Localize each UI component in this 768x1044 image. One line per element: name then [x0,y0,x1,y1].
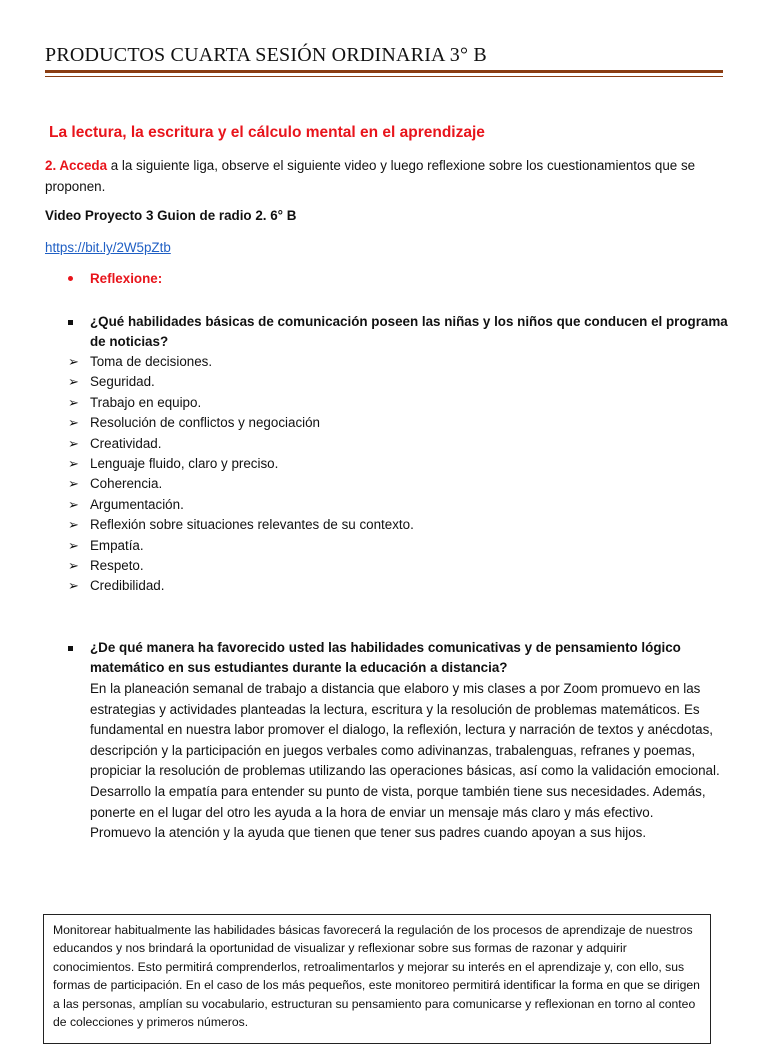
instruction-number: 2. Acceda [45,158,108,173]
answer-paragraph: En la planeación semanal de trabajo a distancia que elaboro y mis clases a por Zoom promuevo en las estrategias y actividades planteadas la lectura, escritura y la resolución de problemas matemáticos. Es fundamental en nuestra labor promover el dialogo, la reflexión, lectura y narración de textos y anécdotas, descripción y la participación en juegos verbales como adivinanzas, trabalenguas, refranes y poemas, propiciar la resolución de problemas utilizando las operaciones básicas, así como la validación emocional. [90,681,720,779]
reflexione-label: Reflexione: [90,271,163,286]
page-title: PRODUCTOS CUARTA SESIÓN ORDINARIA 3° B [45,44,487,66]
reflexione-heading [68,271,162,286]
list-item: ➢ Respeto. [68,556,414,576]
bullet-dot-icon [68,276,73,281]
instruction-text: a la siguiente liga, observe el siguiente video y luego reflexione sobre los cuestionamientos que se proponen. [45,158,696,194]
arrow-bullet-icon: ➢ [68,394,79,410]
list-item: ➢ Seguridad. [68,372,414,392]
list-item: ➢ Credibilidad. [68,576,414,596]
list-item: ➢ Empatía. [68,536,414,556]
arrow-bullet-icon: ➢ [68,455,79,471]
question-2-text: ¿De qué manera ha favorecido usted las habilidades comunicativas y de pensamiento lógico matemático en sus estudiantes durante la educación a distancia? [90,640,681,675]
section-title: La lectura, la escritura y el cálculo mental en el aprendizaje [49,124,485,141]
arrow-bullet-icon: ➢ [68,578,79,594]
arrow-bullet-icon: ➢ [68,557,79,573]
list-item: ➢ Lenguaje fluido, claro y preciso. [68,454,414,474]
arrow-bullet-icon: ➢ [68,415,79,431]
question-1-text: ¿Qué habilidades básicas de comunicación poseen las niñas y los niños que conducen el programa de noticias? [90,314,728,349]
answer-paragraph: Promuevo la atención y la ayuda que tienen que tener sus padres cuando apoyan a sus hijos. [90,825,647,841]
arrow-bullet-icon: ➢ [68,374,79,390]
list-item: ➢ Trabajo en equipo. [68,393,414,413]
arrow-bullet-icon: ➢ [68,517,79,533]
square-bullet-icon [68,320,73,325]
arrow-bullet-icon: ➢ [68,354,79,369]
list-item: ➢ Resolución de conflictos y negociación [68,413,414,433]
arrow-bullet-icon: ➢ [68,537,79,553]
question-1 [68,312,728,352]
skills-list [68,352,414,597]
list-item: ➢ Creatividad. [68,434,414,454]
list-item: ➢ Coherencia. [68,474,414,494]
arrow-bullet-icon: ➢ [68,496,79,512]
question-2 [68,638,728,678]
header-rule [45,70,723,77]
square-bullet-icon [68,646,73,651]
video-title: Video Proyecto 3 Guion de radio 2. 6° B [45,208,297,223]
arrow-bullet-icon: ➢ [68,476,79,492]
instruction-paragraph [45,156,725,197]
list-item: ➢ Argumentación. [68,495,414,515]
boxed-note: Monitorear habitualmente las habilidades básicas favorecerá la regulación de los procesos de aprendizaje de nuestros educandos y nos brindará la oportunidad de visualizar y reflexionar sobre sus formas de razonar y adquirir conocimientos. Esto permitirá comprenderlos, retroalimentarlos y mejorar su interés en el aprendizaje y, con ello, sus formas de participación. En el caso de los más pequeños, este monitoreo permitirá identificar la forma en que se dirigen a las personas, amplían su vocabulario, estructuran su pensamiento para comunicarse y reflexionan en torno al conteo de colecciones y primeros números. [43,914,711,1044]
answer-text [90,679,728,844]
list-item: ➢ Toma de decisiones. [68,352,414,372]
video-link[interactable]: https://bit.ly/2W5pZtb [45,240,171,255]
arrow-bullet-icon: ➢ [68,435,79,451]
answer-paragraph: Desarrollo la empatía para entender su punto de vista, porque también tiene sus necesidades. Además, ponerte en el lugar del otro les ayuda a la hora de enviar un mensaje más claro y más efectivo. [90,783,706,820]
list-item: ➢ Reflexión sobre situaciones relevantes de su contexto. [68,515,414,535]
